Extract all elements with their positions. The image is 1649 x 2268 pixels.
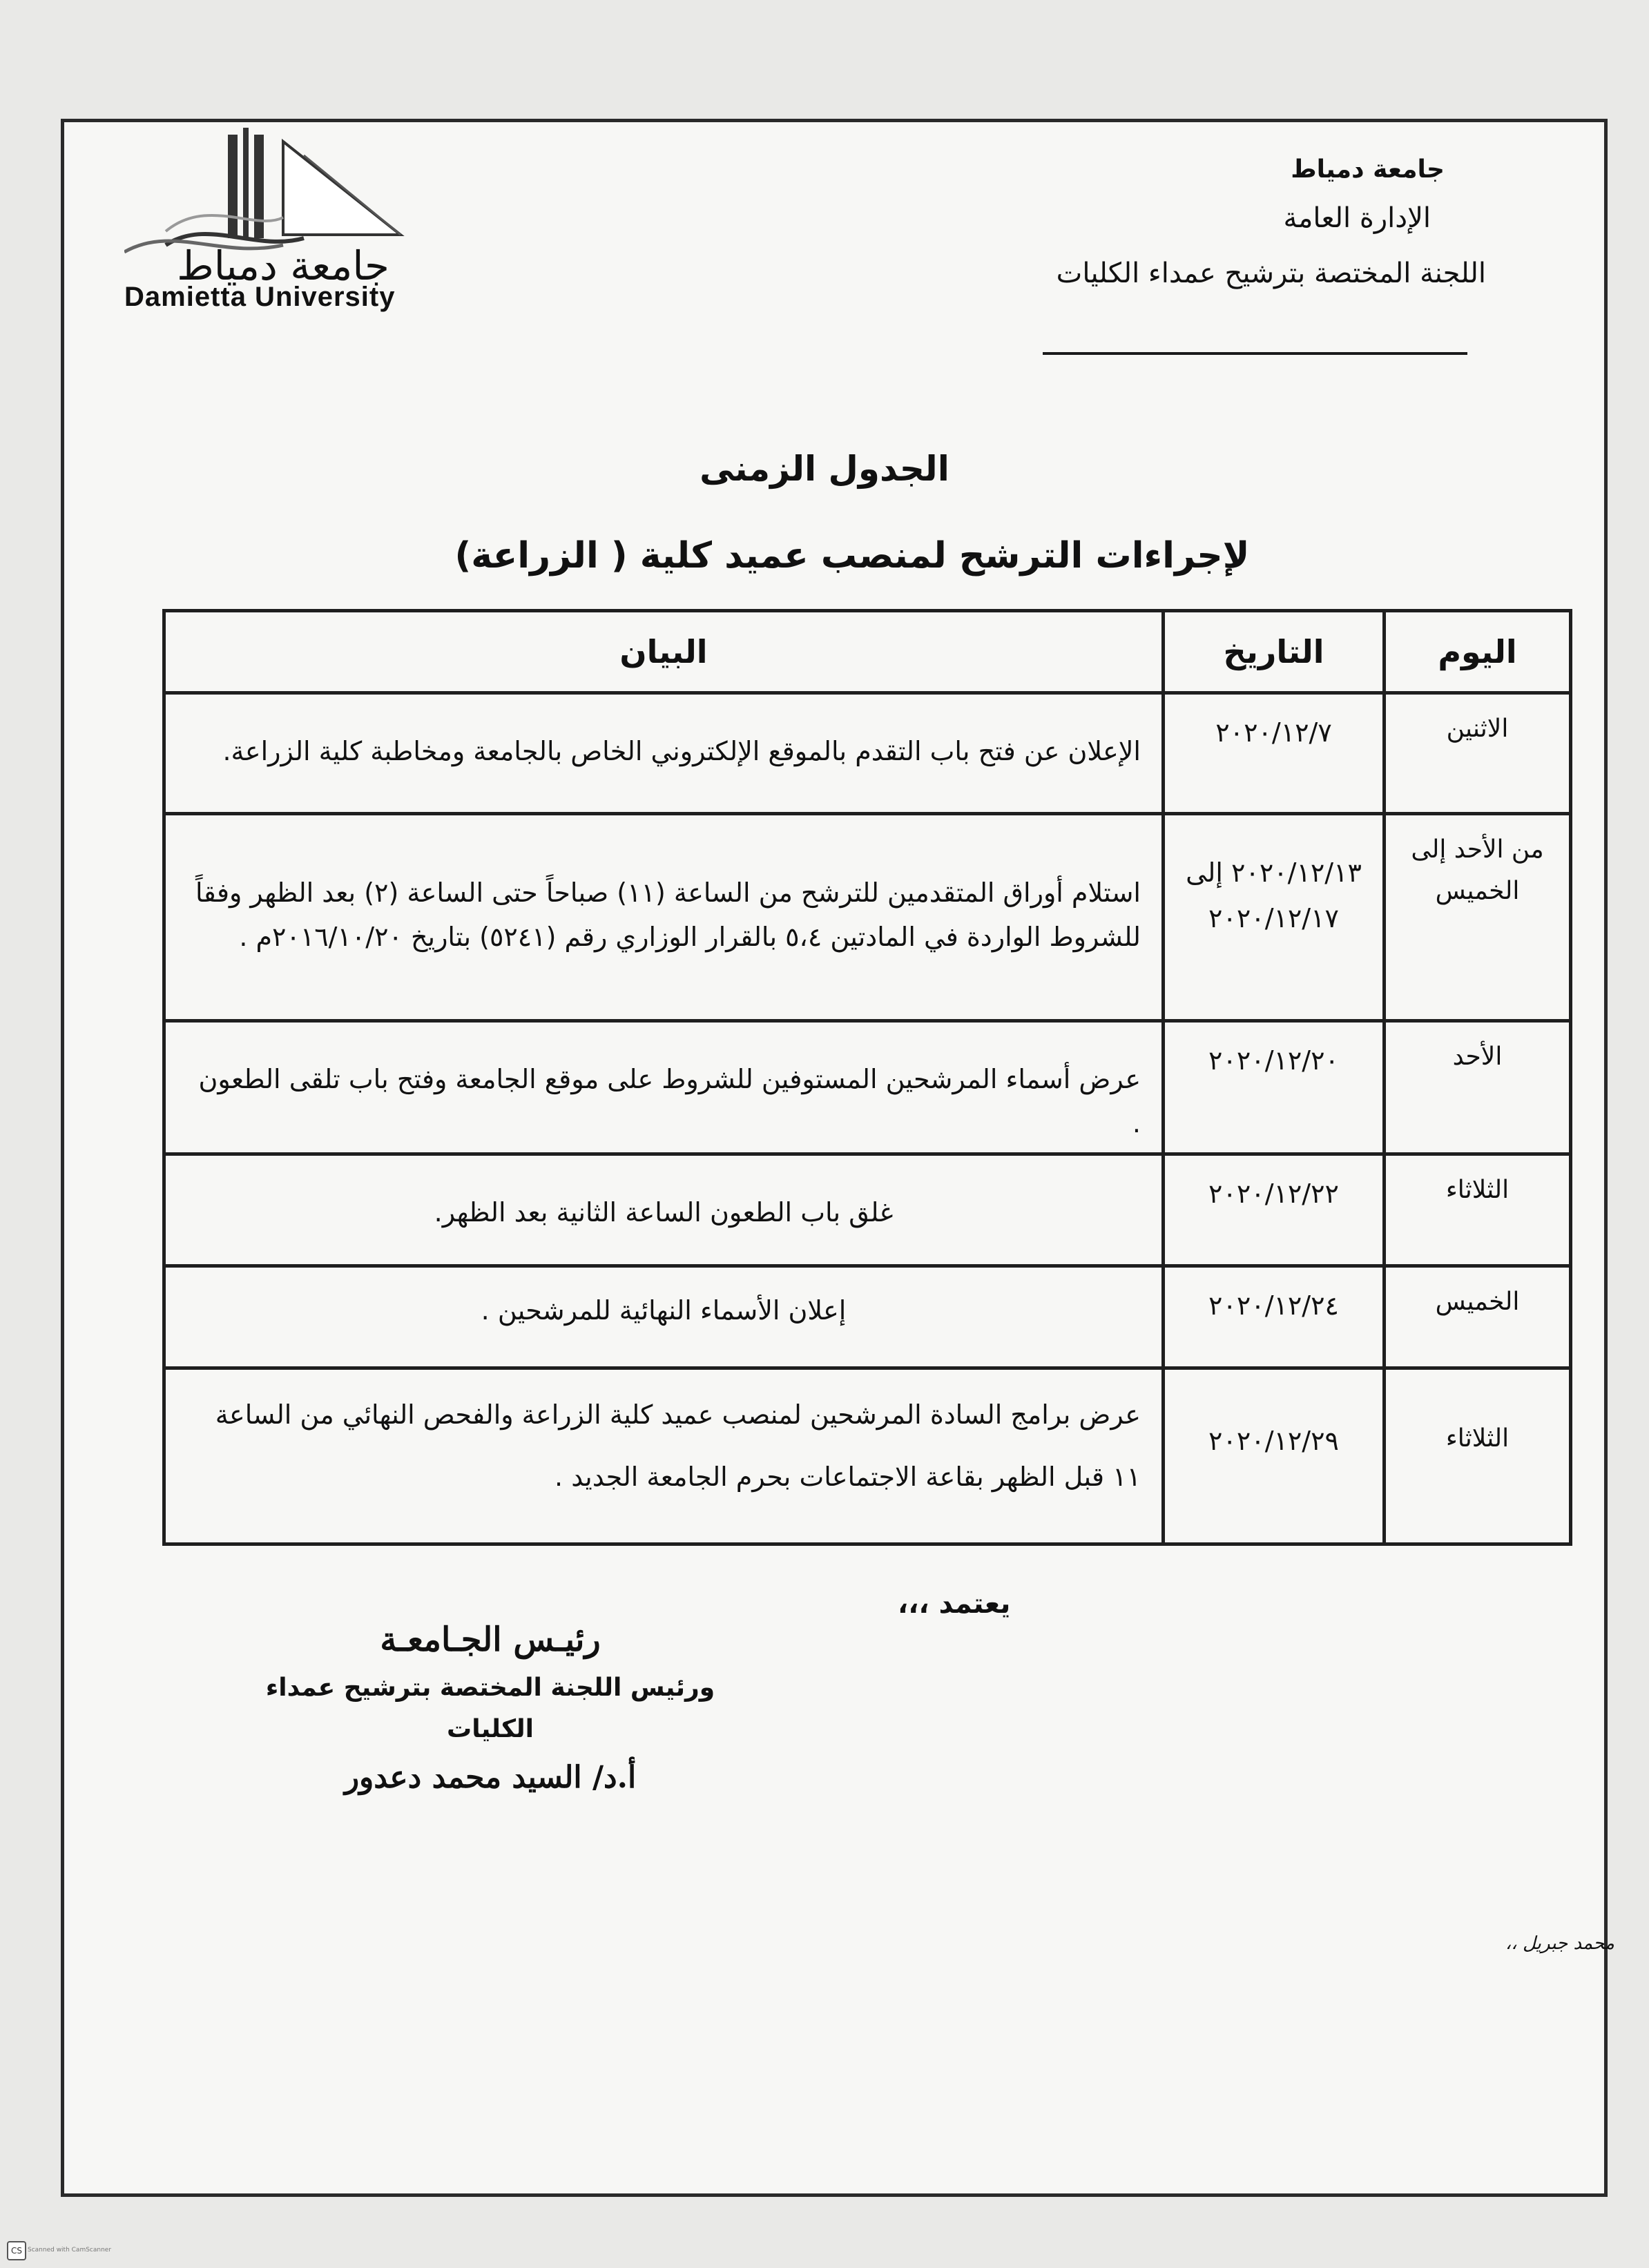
logo-arabic-text: جامعة دمياط <box>177 242 389 289</box>
row-day: الثلاثاء <box>1385 1154 1571 1266</box>
row-date: ٢٠٢٠/١٢/٢٢ <box>1164 1154 1385 1266</box>
row-day: الخميس <box>1385 1266 1571 1368</box>
table-row <box>164 1368 1571 1544</box>
handwritten-note: محمد جبريل ،، <box>1505 1933 1614 1954</box>
row-date: ٢٠٢٠/١٢/٧ <box>1164 693 1385 814</box>
row-date: ٢٠٢٠/١٢/٢٠ <box>1164 1021 1385 1154</box>
document-title: الجدول الزمنى <box>700 449 949 489</box>
table-row <box>164 1021 1571 1154</box>
signature-name: أ.د/ السيد محمد دعدور <box>344 1760 637 1795</box>
table-header-row <box>164 611 1571 693</box>
header-block <box>865 149 1486 301</box>
header-date: التاريخ <box>1164 611 1385 693</box>
schedule-table <box>162 609 1572 1546</box>
header-committee: اللجنة المختصة بترشيح عمداء الكليات <box>1056 258 1486 289</box>
camscanner-icon: CS <box>7 2241 26 2260</box>
table-row <box>164 1266 1571 1368</box>
document-subtitle: لإجراءات الترشح لمنصب عميد كلية ( الزراعة) <box>454 535 1250 576</box>
row-desc: عرض أسماء المرشحين المستوفين للشروط على موقع الجامعة وفتح باب تلقى الطعون . <box>164 1021 1164 1154</box>
row-desc: عرض برامج السادة المرشحين لمنصب عميد كلية الزراعة والفحص النهائي من الساعة ١١ قبل الظهر بقاعة الاجتماعات بحرم الجامعة الجديد . <box>164 1368 1164 1544</box>
approval-label: يعتمد ،،، <box>898 1588 1011 1620</box>
table-row <box>164 814 1571 1021</box>
row-date: ٢٠٢٠/١٢/٢٩ <box>1164 1368 1385 1544</box>
table-row <box>164 1154 1571 1266</box>
row-day: الأحد <box>1385 1021 1571 1154</box>
row-desc: غلق باب الطعون الساعة الثانية بعد الظهر. <box>164 1154 1164 1266</box>
row-date: ٢٠٢٠/١٢/١٣ إلى ٢٠٢٠/١٢/١٧ <box>1164 814 1385 1021</box>
logo-english-text: Damietta University <box>124 282 396 312</box>
header-rule <box>1043 352 1467 355</box>
row-day: الاثنين <box>1385 693 1571 814</box>
table-row <box>164 693 1571 814</box>
row-date: ٢٠٢٠/١٢/٢٤ <box>1164 1266 1385 1368</box>
camscanner-caption: Scanned with CamScanner <box>28 2247 112 2254</box>
row-day: الثلاثاء <box>1385 1368 1571 1544</box>
signature-title: رئيـس الجـامعـة <box>380 1620 601 1659</box>
signature-role: ورئيس اللجنة المختصة بترشيح عمداء الكليات <box>265 1674 715 1743</box>
row-day: من الأحد إلى الخميس <box>1385 814 1571 1021</box>
header-university: جامعة دمياط <box>1291 155 1445 184</box>
row-desc: الإعلان عن فتح باب التقدم بالموقع الإلكتروني الخاص بالجامعة ومخاطبة كلية الزراعة. <box>164 693 1164 814</box>
row-desc: استلام أوراق المتقدمين للترشح من الساعة (١١) صباحاً حتى الساعة (٢) بعد الظهر وفقاً للشروط الواردة في المادتين ٥،٤ بالقرار الوزاري رقم (٥٢٤١) بتاريخ ٢٠١٦/١٠/٢٠م . <box>164 814 1164 1021</box>
signature-block <box>262 1612 718 1805</box>
header-day: اليوم <box>1385 611 1571 693</box>
header-desc: البيان <box>164 611 1164 693</box>
row-desc: إعلان الأسماء النهائية للمرشحين . <box>164 1266 1164 1368</box>
header-administration: الإدارة العامة <box>1283 202 1431 234</box>
